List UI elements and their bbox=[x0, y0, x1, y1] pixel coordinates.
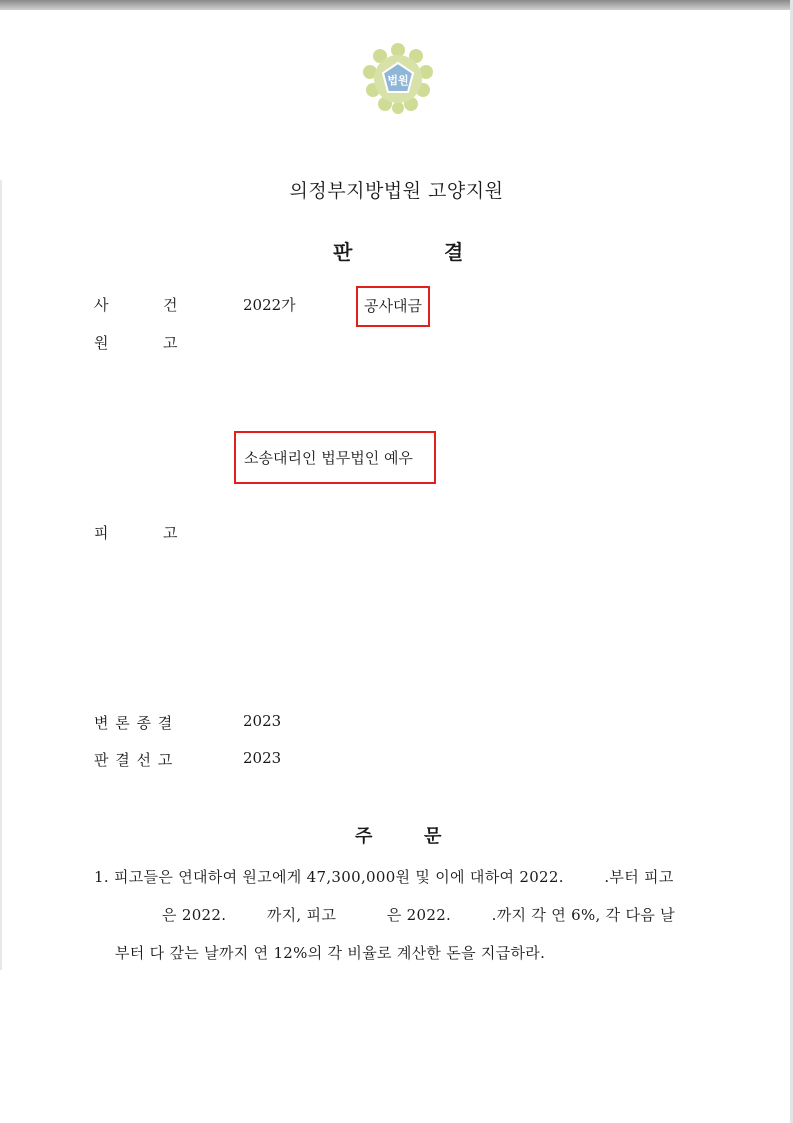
case-number: 2022가 bbox=[243, 296, 296, 314]
document-title-char-1: 판 bbox=[333, 240, 353, 264]
page-left-edge bbox=[0, 180, 2, 970]
order-line-2: 은 2022. 까지, 피고 은 2022. .까지 각 연 6%, 각 다음 날 bbox=[162, 906, 675, 924]
seal-emblem-text: 법원 bbox=[387, 74, 409, 87]
document-title-char-2: 결 bbox=[444, 240, 464, 264]
court-seal-icon bbox=[361, 42, 435, 116]
order-line-3: 부터 다 갚는 날까지 연 12%의 각 비율로 계산한 돈을 지급하라. bbox=[115, 944, 546, 962]
argument-end-date: 2023 bbox=[243, 712, 282, 730]
order-title-char-2: 문 bbox=[424, 826, 442, 847]
court-name: 의정부지방법원 고양지원 bbox=[289, 180, 504, 202]
order-title-char-1: 주 bbox=[355, 826, 373, 847]
argument-end-label: 변 론 종 결 bbox=[94, 714, 174, 732]
order-line-1: 1. 피고들은 연대하여 원고에게 47,300,000원 및 이에 대하여 2022. .부터 피고 bbox=[94, 868, 674, 886]
plaintiff-label-char-1: 원 bbox=[94, 334, 109, 352]
page-top-border bbox=[0, 0, 793, 10]
defendant-label-char-2: 고 bbox=[163, 524, 178, 542]
case-label-char-1: 사 bbox=[94, 296, 109, 314]
case-name: 공사대금 bbox=[364, 297, 422, 315]
case-label-char-2: 건 bbox=[163, 296, 178, 314]
defendant-label-char-1: 피 bbox=[94, 524, 109, 542]
plaintiff-label-char-2: 고 bbox=[163, 334, 178, 352]
judgment-date-label: 판 결 선 고 bbox=[94, 751, 174, 769]
judgment-date: 2023 bbox=[243, 749, 282, 767]
counsel-name: 소송대리인 법무법인 예우 bbox=[244, 449, 413, 467]
